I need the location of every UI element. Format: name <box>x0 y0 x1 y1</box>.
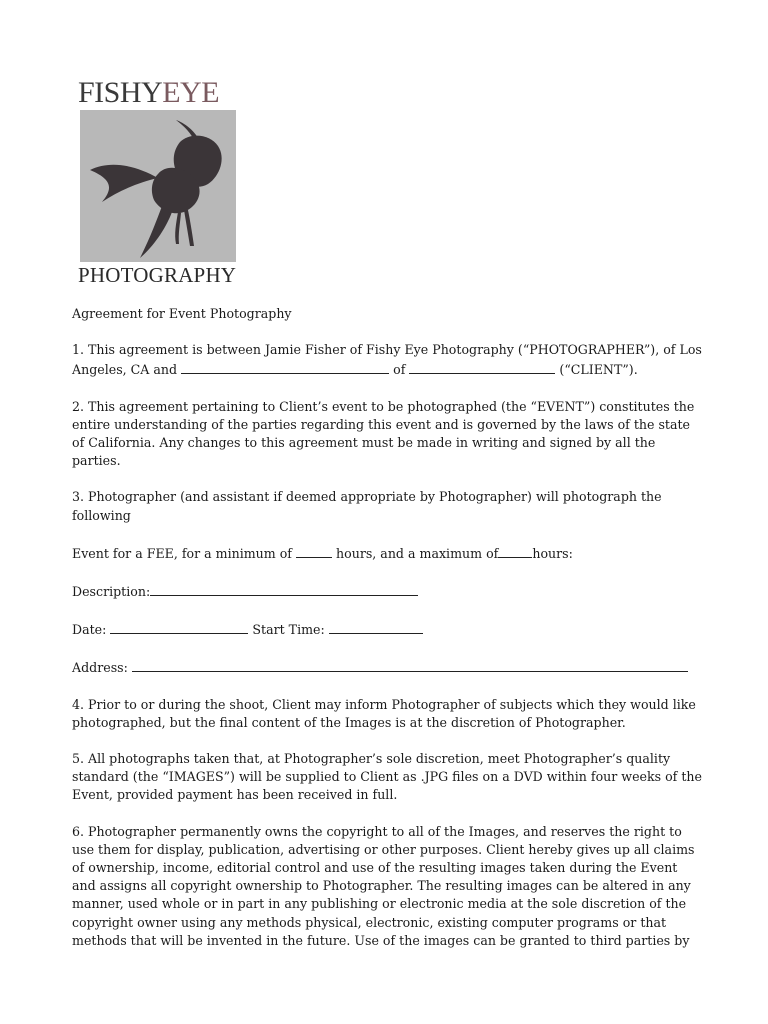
logo-subtitle: PHOTOGRAPHY <box>78 263 237 287</box>
client-name-blank[interactable] <box>409 359 555 374</box>
paragraph-6: 6. Photographer permanently owns the copyright to all of the Images, and reserves the right to use them for display, publication, advertising or other purposes. Client hereby gives up all claims of ownership, income, editorial control and use of the resulting images taken during the Event and assigns all copyright ownership to Photographer. The resulting images can be altered in any manner, used whole or in part in any publishing or electronic media at the sole discretion of the copyright owner using any methods physical, electronic, existing computer programs or that methods that will be invented in the future. Use of the images can be granted to third parties by <box>72 823 695 948</box>
bird-silhouette-icon <box>80 110 236 262</box>
paragraph-2: 2. This agreement pertaining to Client’s event to be photographed (the “EVENT”) constitutes the entire understanding of the parties regarding this event and is governed by the laws of the state of California. Any changes to this agreement must be made in writing and signed by all the parties. <box>72 398 695 469</box>
fee-text-c: hours: <box>532 545 573 561</box>
paragraph-1 <box>72 341 704 379</box>
date-time-field <box>72 619 704 639</box>
agreement-document <box>72 305 704 968</box>
logo-word-fishy: FISHY <box>78 76 163 109</box>
paragraph-1-text-b: of <box>393 362 406 378</box>
start-time-blank[interactable] <box>329 619 423 634</box>
address-label: Address: <box>72 660 128 676</box>
date-blank[interactable] <box>110 619 248 634</box>
address-field <box>72 657 704 677</box>
description-blank[interactable] <box>150 581 418 596</box>
other-party-blank[interactable] <box>181 359 389 374</box>
paragraph-3: 3. Photographer (and assistant if deemed appropriate by Photographer) will photograph the following <box>72 489 662 523</box>
document-title: Agreement for Event Photography <box>72 306 292 321</box>
date-label: Date: <box>72 622 107 638</box>
paragraph-5: 5. All photographs taken that, at Photographer’s sole discretion, meet Photographer’s quality standard (the “IMAGES”) will be supplied to Client as .JPG files on a DVD within four weeks of the Event, provided payment has been received in full. <box>72 751 702 803</box>
logo-wordmark <box>78 78 238 108</box>
paragraph-1-text-c: (“CLIENT”). <box>559 362 638 378</box>
fee-text-b: hours, and a maximum of <box>336 545 499 561</box>
fee-text-a: Event for a FEE, for a minimum of <box>72 545 292 561</box>
paragraph-1-text-a: 1. This agreement is between Jamie Fisher of Fishy Eye Photography (“PHOTOGRAPHER”), of Los Angeles, CA and <box>72 342 702 378</box>
start-time-label: Start Time: <box>252 622 325 638</box>
paragraph-4: 4. Prior to or during the shoot, Client may inform Photographer of subjects which they would like photographed, but the final content of the Images is at the discretion of Photographer. <box>72 696 696 730</box>
max-hours-blank[interactable] <box>498 543 532 558</box>
fee-line <box>72 543 704 563</box>
logo-word-eye: EYE <box>162 76 220 109</box>
description-field <box>72 581 704 601</box>
logo-image-box <box>80 110 236 262</box>
company-logo <box>78 78 238 286</box>
min-hours-blank[interactable] <box>296 543 332 558</box>
address-blank[interactable] <box>132 657 688 672</box>
description-label: Description: <box>72 584 151 600</box>
